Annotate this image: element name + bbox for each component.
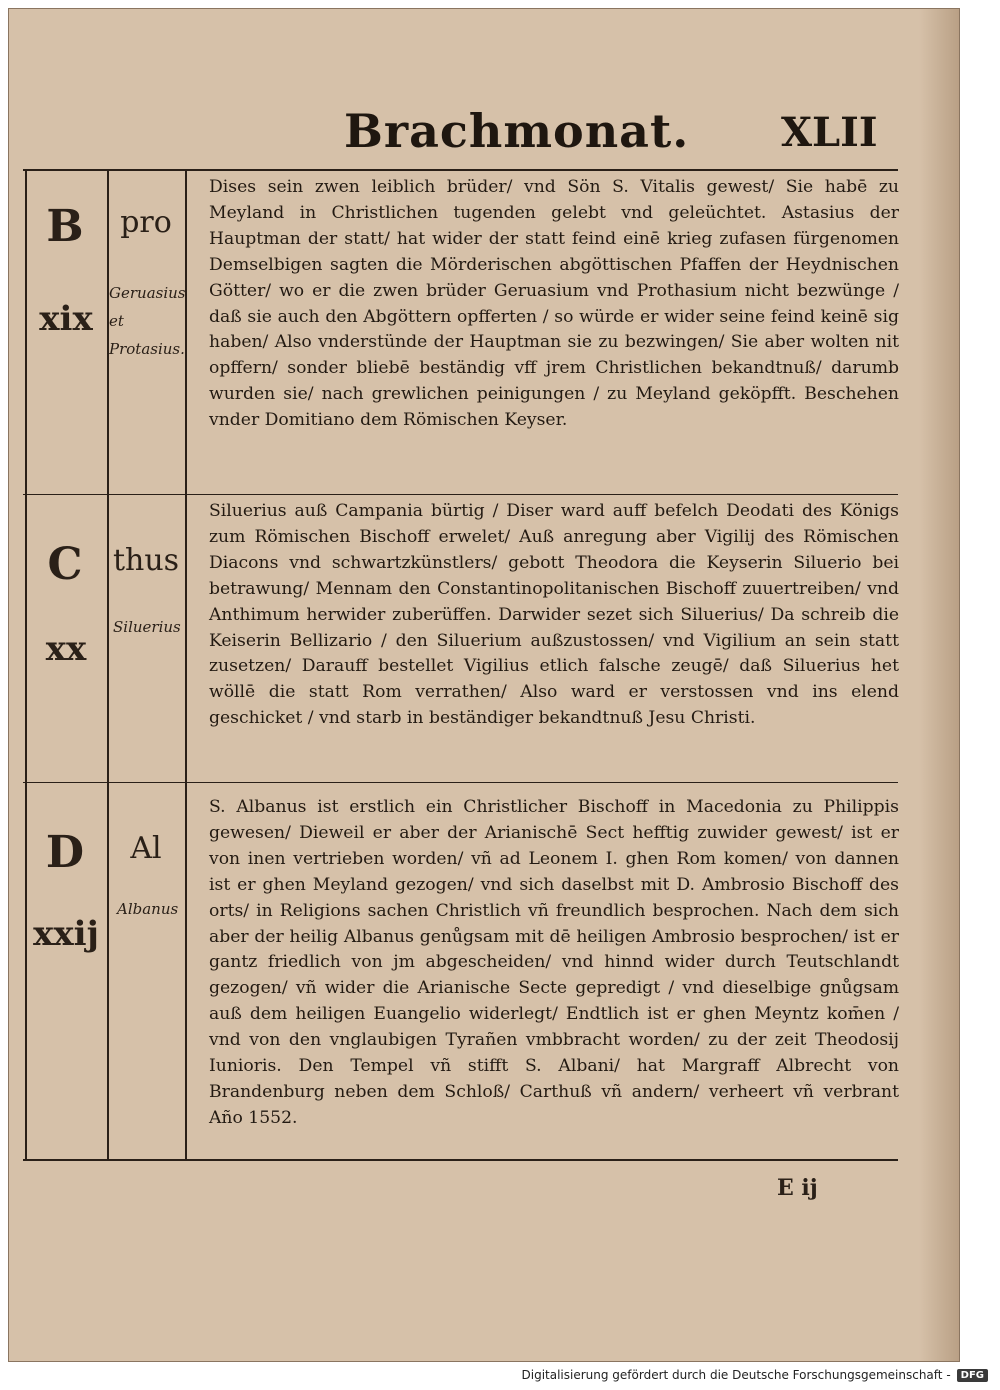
page-title: Brachmonat. [344, 104, 690, 158]
dominical-letter: B [46, 201, 84, 252]
day-numeral: xxij [33, 914, 99, 954]
cisiojanus-syllable: thus [112, 543, 180, 578]
dominical-letter: C [47, 539, 83, 590]
saint-name: Albanus [117, 900, 179, 918]
dominical-letter: D [45, 827, 85, 878]
column-divider [25, 169, 27, 1159]
day-numeral: xix [39, 299, 93, 339]
book-page [8, 8, 960, 1362]
credit-text: Digitalisierung gefördert durch die Deutsche Forschungsgemeinschaft - [521, 1368, 951, 1382]
signature-mark: E ij [777, 1175, 818, 1201]
day-numeral: xx [45, 629, 87, 669]
saint-name: Siluerius [113, 618, 181, 636]
entry-text: S. Albanus ist erstlich ein Christlicher Bischoff in Macedonia zu Philippis gewesen/ Dieweil er aber der Arianischē Sect hefftig zuwider gewest/ ist er von inen vertrieben worden/ vñ ad Leonem I. ghen Rom komen/ von dannen ist er ghen Meyland gezogen/ vnd sich daselbst mit D. Ambrosio Bischoff des orts/ in Religions sachen Christlich vñ freundlich besprochen. Nach dem sich aber der heilig Albanus genůgsam mit dē heiligen Ambrosio besprochen/ ist er gantz friedlich von jm abgescheiden/ vnd hinnd wider durch Teutschlandt gezogen/ vñ wider die Arianische Secte gepredigt / vnd dieselbige gnůgsam auß dem heiligen Euangelio widerlegt/ Endtlich ist er ghen Meyntz kom̄en / vnd von den vnglaubigen Tyrañen vmbbracht worden/ zu der zeit Theodosij Iunioris. Den Tempel vñ stifft S. Albani/ hat Margraff Albrecht von Brandenburg neben dem Schloß/ Carthuß vñ andern/ verheert vñ verbrant Año 1552. [209, 797, 899, 1128]
folio-number: XLII [781, 109, 878, 156]
dfg-logo: DFG [957, 1369, 988, 1382]
entry-text: Siluerius auß Campania bürtig / Diser ward auff befelch Deodati des Königs zum Römischen Bischoff erwelet/ Auß anregung aber Vigilij des Römischen Diacons vnd schwartzkünstlers/ gebott Theodora die Keyserin Siluerio bei betrawung/ Mennam den Constantinopolitanischen Bischoff zuuertreiben/ vnd Anthimum herwider zuberüffen. Darwider sezet sich Siluerius/ Da schreib die Keiserin Bellizario / den Siluerium außzustossen/ vnd Vigilium an sein statt zusetzen/ Darauff bestellet Vigilius etlich falsche zeugē/ daß Siluerius het wöllē die statt Rom verrathen/ Also ward er verstossen vnd ins elend geschicket / vnd starb in beständiger bekandtnuß Jesu Christi. [209, 501, 899, 729]
row-divider [23, 782, 898, 783]
top-rule [23, 169, 898, 171]
saint-name: Geruasius et Protasius. [109, 284, 186, 358]
digitization-credit [522, 1368, 989, 1382]
cisiojanus-syllable: Al [130, 831, 162, 866]
bottom-rule [23, 1159, 898, 1161]
cisiojanus-syllable: pro [120, 205, 172, 240]
row-divider [23, 494, 898, 495]
entry-text: Dises sein zwen leiblich brüder/ vnd Sön S. Vitalis gewest/ Sie habē zu Meyland in Christlichen tugenden gelebt vnd geleüchtet. Astasius der Hauptman der statt/ hat wider der statt feind einē krieg zufasen fürgenomen Demselbigen sagten die Mörderischen abgöttischen Pfaffen der Heydnischen Götter/ wo er die zwen brüder Geruasium vnd Prothasium nicht bezwünge / daß sie auch den Abgöttern opfferten / so würde er wider seine feind keinē sig haben/ Also vnderstünde der Hauptman sie zu bezwingen/ Sie aber wolten nit opffern/ sonder bliebē beständig vff jrem Christlichen bekandtnuß/ darumb wurden sie/ nach grewlichen peinigungen / zu Meyland geköpfft. Beschehen vnder Domitiano dem Römischen Keyser. [209, 177, 899, 431]
